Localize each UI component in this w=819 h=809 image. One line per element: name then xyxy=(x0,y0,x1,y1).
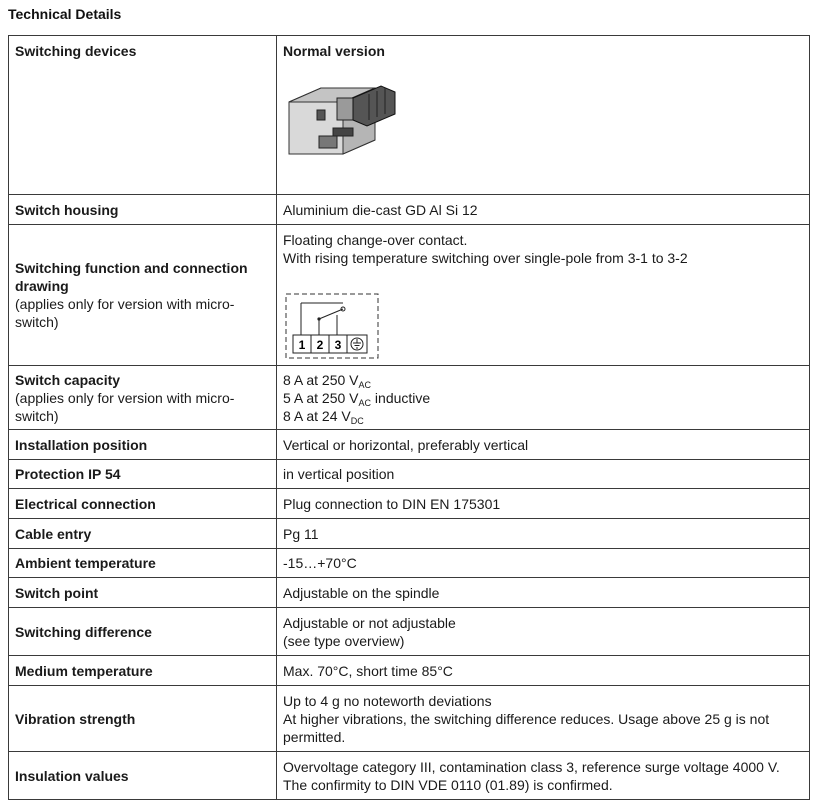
connection-diagram xyxy=(283,291,383,361)
difference-line-1: Adjustable or not adjustable xyxy=(283,614,456,631)
value-electrical: Plug connection to DIN EN 175301 xyxy=(277,489,810,519)
table-row-switch-housing xyxy=(9,195,810,225)
switching-function-title: Switching function and connection drawing xyxy=(15,260,248,294)
label-electrical: Electrical connection xyxy=(9,489,277,519)
table-row-switching-function xyxy=(9,225,810,366)
label-switching-function xyxy=(9,225,277,366)
capacity-2-text: 5 A at 250 V xyxy=(283,389,359,406)
capacity-1-sub: AC xyxy=(358,379,372,390)
value-insulation xyxy=(277,752,810,800)
label-cable-entry: Cable entry xyxy=(9,519,277,549)
difference-line-2: (see type overview) xyxy=(283,632,405,649)
switch-capacity-title: Switch capacity xyxy=(15,371,121,388)
label-medium-temperature: Medium temperature xyxy=(9,656,277,686)
value-installation: Vertical or horizontal, preferably vertical xyxy=(277,430,810,460)
section-title: Technical Details xyxy=(8,6,122,22)
table-row-ambient xyxy=(9,549,810,578)
table-row-switch-capacity xyxy=(9,366,810,430)
value-ambient: -15…+70°C xyxy=(277,549,810,578)
table-row-switching-devices xyxy=(9,36,810,195)
label-switching-difference: Switching difference xyxy=(9,608,277,656)
table-row-vibration xyxy=(9,686,810,752)
label-protection: Protection IP 54 xyxy=(9,460,277,489)
table-row-installation xyxy=(9,430,810,460)
label-insulation: Insulation values xyxy=(9,752,277,800)
value-cable-entry: Pg 11 xyxy=(277,519,810,549)
label-vibration: Vibration strength xyxy=(9,686,277,752)
value-switch-point: Adjustable on the spindle xyxy=(277,578,810,608)
value-protection: in vertical position xyxy=(277,460,810,489)
value-normal-version xyxy=(277,36,810,195)
insulation-line-2: The confirmity to DIN VDE 0110 (01.89) is confirmed. xyxy=(283,776,613,793)
capacity-3-text: 8 A at 24 V xyxy=(283,407,351,424)
switch-capacity-note: (applies only for version with micro-switch) xyxy=(15,389,235,424)
label-ambient: Ambient temperature xyxy=(9,549,277,578)
capacity-line-3 xyxy=(283,407,803,425)
switching-function-note: (applies only for version with micro-switch) xyxy=(15,296,235,330)
function-line-2: With rising temperature switching over single-pole from 3-1 to 3-2 xyxy=(283,250,688,266)
normal-version-heading: Normal version xyxy=(283,43,385,59)
switch-housing-image xyxy=(283,80,403,160)
terminal-1: 1 xyxy=(298,338,306,352)
terminal-3: 3 xyxy=(334,338,342,352)
table-row-insulation xyxy=(9,752,810,800)
capacity-2-sub: AC xyxy=(358,397,372,408)
capacity-1-text: 8 A at 250 V xyxy=(283,371,359,388)
table-row-protection xyxy=(9,460,810,489)
capacity-2-post: inductive xyxy=(371,389,431,406)
value-switching-function xyxy=(277,225,810,366)
label-installation: Installation position xyxy=(9,430,277,460)
table-row-cable-entry xyxy=(9,519,810,549)
switch-device-illustration xyxy=(283,80,803,164)
function-line-1: Floating change-over contact. xyxy=(283,232,468,248)
value-vibration xyxy=(277,686,810,752)
table-row-switch-point xyxy=(9,578,810,608)
connection-drawing xyxy=(283,291,803,365)
terminal-2: 2 xyxy=(316,338,324,352)
table-row-medium-temperature xyxy=(9,656,810,686)
table-row-electrical xyxy=(9,489,810,519)
label-switching-devices: Switching devices xyxy=(9,36,277,195)
value-switching-difference xyxy=(277,608,810,656)
label-switch-capacity xyxy=(9,366,277,430)
label-switch-point: Switch point xyxy=(9,578,277,608)
technical-details-table xyxy=(8,35,810,800)
label-switch-housing: Switch housing xyxy=(9,195,277,225)
capacity-line-1 xyxy=(283,371,803,389)
value-medium-temperature: Max. 70°C, short time 85°C xyxy=(277,656,810,686)
insulation-line-1: Overvoltage category III, contamination class 3, reference surge voltage 4000 V. xyxy=(283,758,780,775)
vibration-line-3: permitted. xyxy=(283,728,346,745)
vibration-line-2: At higher vibrations, the switching difference reduces. Usage above 25 g is not xyxy=(283,710,770,727)
table-row-switching-difference xyxy=(9,608,810,656)
capacity-line-2 xyxy=(283,389,803,407)
vibration-line-1: Up to 4 g no noteworth deviations xyxy=(283,692,492,709)
capacity-3-sub: DC xyxy=(350,415,364,426)
value-switch-capacity xyxy=(277,366,810,430)
value-switch-housing: Aluminium die-cast GD Al Si 12 xyxy=(277,195,810,225)
